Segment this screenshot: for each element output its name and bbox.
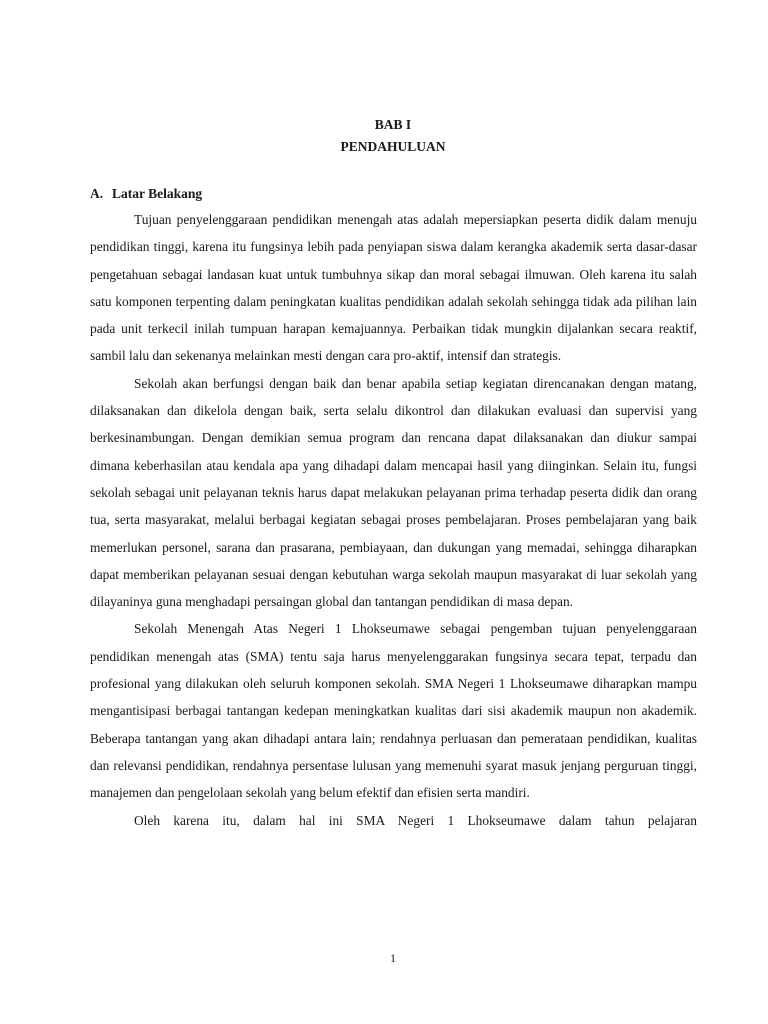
paragraph: Oleh karena itu, dalam hal ini SMA Negeri 1 Lhokseumawe dalam tahun pelajaran — [134, 812, 697, 828]
chapter-title: PENDAHULUAN — [340, 139, 446, 154]
chapter-number: BAB I — [374, 117, 412, 132]
page-number: 1 — [390, 951, 396, 965]
body-text — [90, 206, 697, 834]
section-title: Latar Belakang — [112, 186, 203, 201]
paragraph: Sekolah Menengah Atas Negeri 1 Lhokseumawe sebagai pengemban tujuan penyelenggaraan pendidikan menengah atas (SMA) tentu saja harus menyelenggarakan fungsinya secara tepat, terpadu dan profesional yang dilakukan oleh seluruh komponen sekolah. SMA Negeri 1 Lhokseumawe diharapkan mampu mengantisipasi berbagai tantangan kedepan meningkatkan kualitas dari sisi akademik maupun non akademik. Beberapa tantangan yang akan dihadapi antara lain; rendahnya perluasan dan pemerataan pendidikan, kualitas dan relevansi pendidikan, rendahnya persentase lulusan yang memenuhi syarat masuk jenjang perguruan tinggi, manajemen dan pengelolaan sekolah yang belum efektif dan efisien serta mandiri. — [90, 621, 697, 801]
section-letter: A. — [90, 186, 104, 201]
section-heading — [90, 185, 202, 203]
paragraph: Tujuan penyelenggaraan pendidikan menengah atas adalah mepersiapkan peserta didik dalam menuju pendidikan tinggi, karena itu fungsinya lebih pada penyiapan siswa dalam kerangka akademik serta dasar-dasar pengetahuan sebagai landasan kuat untuk tumbuhnya sikap dan moral sebagai ilmuwan. Oleh karena itu salah satu komponen terpenting dalam peningkatan kualitas pendidikan adalah sekolah sehingga tidak ada pilihan lain pada unit terkecil inilah tumpuan harapan kemajuannya. Perbaikan tidak mungkin dijalankan secara reaktif, sambil lalu dan sekenanya melainkan mesti dengan cara pro-aktif, intensif dan strategis. — [90, 212, 697, 364]
paragraph: Sekolah akan berfungsi dengan baik dan benar apabila setiap kegiatan direncanakan dengan matang, dilaksanakan dan dikelola dengan baik, serta selalu dikontrol dan dilakukan evaluasi dan supervisi yang berkesinambungan. Dengan demikian semua program dan rencana dapat dilaksanakan dan diukur sampai dimana keberhasilan atau kendala apa yang dihadapi dalam mencapai hasil yang diinginkan. Selain itu, fungsi sekolah sebagai unit pelayanan teknis harus dapat melakukan pelayanan prima terhadap peserta didik dan orang tua, serta masyarakat, melalui berbagai kegiatan sebagai proses pembelajaran. Proses pembelajaran yang baik memerlukan personel, sarana dan prasarana, pembiayaan, dan dukungan yang memadai, sehingga diharapkan dapat memberikan pelayanan sesuai dengan kebutuhan warga sekolah maupun masyarakat di luar sekolah yang dilayaninya guna menghadapi persaingan global dan tantangan pendidikan di masa depan. — [90, 375, 697, 610]
